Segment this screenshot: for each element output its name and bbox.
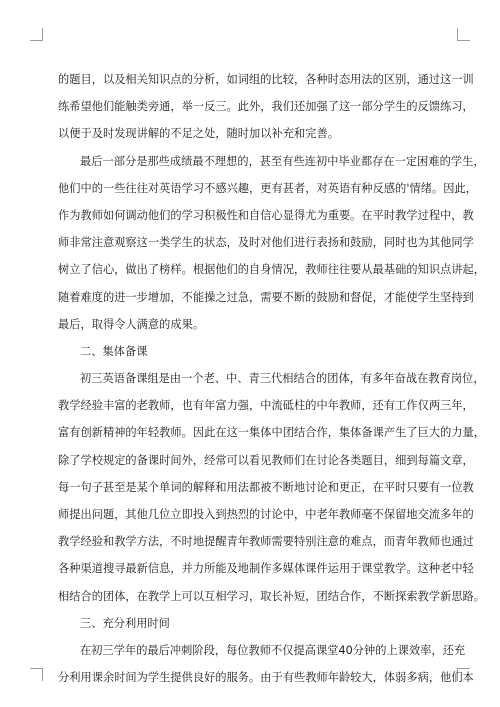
text-line: 最后，取得令人满意的成果。 <box>58 317 205 331</box>
section-heading: 三、充分利用时间 <box>80 616 170 630</box>
text-line: 师提出问题，其他几位立即投入到热烈的讨论中，中老年教师毫不保留地交流多年的 <box>58 508 474 521</box>
section-heading: 二、集体备课 <box>80 344 148 358</box>
text-line: 教学经验和教学方法，不时地提醒青年教师需要特别注意的难点，而青年教师也通过 <box>58 535 474 549</box>
corner-mark-top-right <box>457 28 470 41</box>
text-line: 练希望他们能触类旁通，举一反三。此外，我们还加强了这一部分学生的反馈练习， <box>58 100 474 114</box>
text-line: 富有创新精神的年轻教师。因此在这一集体中团结合作，集体备课产生了巨大的力量， <box>58 426 486 440</box>
corner-mark-bottom-left <box>30 668 43 681</box>
text-line: 以便于及时发现讲解的不足之处，随时加以补充和完善。 <box>58 127 339 141</box>
text-line: 的题目，以及相关知识点的分析，如词组的比较，各种时态用法的区别，通过这一训 <box>58 73 474 86</box>
text-line: 各种渠道搜寻最新信息，并力所能及地制作多媒体课件运用于课堂教学。这种老中轻 <box>58 562 474 576</box>
corner-mark-top-left <box>30 28 43 41</box>
text-line: 每一句子甚至是某个单词的解释和用法都被不断地讨论和更正，在平时只要有一位教 <box>58 480 474 494</box>
text-line: 最后一部分是那些成绩最不理想的，甚至有些连初中毕业都存在一定困难的学生， <box>80 154 485 168</box>
text-line: 相结合的团体，在教学上可以互相学习，取长补短，团结合作，不断探索教学新思路。 <box>58 589 486 603</box>
text-line: 在初三学年的最后冲刺阶段，每位教师不仅提高课堂40分钟的上课效率，还充 <box>80 643 466 657</box>
text-line: 随着难度的进一步增加，不能操之过急，需要不断的鼓励和督促，才能使学生坚持到 <box>58 290 474 304</box>
text-line: 除了学校规定的备课时间外，经常可以看见教师们在讨论各类题目，细到每篇文章， <box>58 453 474 467</box>
document-body <box>58 66 486 691</box>
text-line: 树立了信心，做出了榜样。根据他们的自身情况，教师往往要从最基础的知识点讲起， <box>58 263 486 277</box>
text-line: 作为教师如何调动他们的学习积极性和自信心显得尤为重要。在平时教学过程中，教 <box>58 208 474 222</box>
text-line: 分利用课余时间为学生提供良好的服务。由于有些教师年龄较大，体弱多病，他们本 <box>58 671 474 685</box>
text-line: 初三英语备课组是由一个老、中、青三代相结合的团体，有多年奋战在教育岗位， <box>80 372 485 386</box>
text-line: 他们中的一些往往对英语学习不感兴趣，更有甚者，对英语有种反感的'情绪。因此， <box>58 181 477 195</box>
text-line: 教学经验丰富的老教师，也有年富力强，中流砥柱的中年教师，还有工作仅两三年， <box>58 399 474 413</box>
text-line: 师非常注意观察这一类学生的状态，及时对他们进行表扬和鼓励，同时也为其他同学 <box>58 236 474 250</box>
